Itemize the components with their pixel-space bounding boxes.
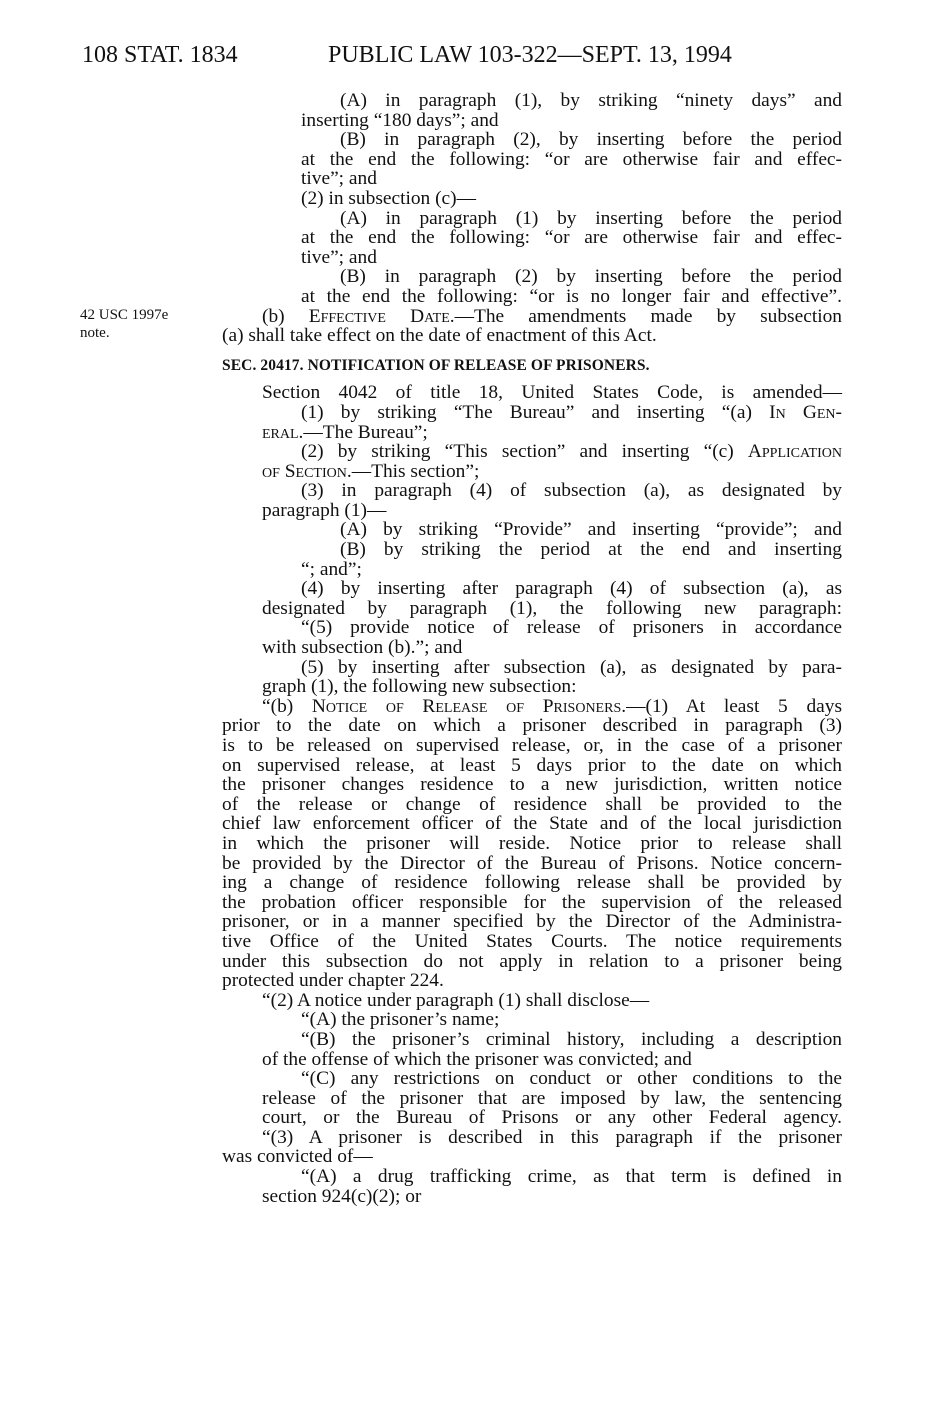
public-law-title: PUBLIC LAW 103-322—SEPT. 13, 1994 bbox=[328, 42, 732, 68]
text-line: court, or the Bureau of Prisons or any other Federal agency. bbox=[262, 1107, 842, 1129]
text-line: “(3) A prisoner is described in this paragraph if the prisoner bbox=[262, 1126, 842, 1148]
text-line: (A) in paragraph (1) by inserting before the period bbox=[340, 207, 842, 229]
text-line: prior to the date on which a prisoner described in paragraph (3) bbox=[222, 715, 842, 737]
page-header bbox=[0, 38, 945, 74]
text-line: tive Office of the United States Courts. The notice requirements bbox=[222, 930, 842, 952]
text-line: (A) by striking “Provide” and inserting “provide”; and bbox=[340, 519, 842, 541]
text-line: in which the prisoner will reside. Notice prior to release shall bbox=[222, 832, 842, 854]
text-line: (2) in subsection (c)— bbox=[301, 187, 477, 209]
subsection-effective-date bbox=[222, 307, 842, 327]
text-line: designated by paragraph (1), the following new paragraph: bbox=[262, 597, 842, 619]
text-line: (3) in paragraph (4) of subsection (a), as designated by bbox=[301, 480, 842, 502]
text-line: at the end the following: “or is no longer fair and effective”. bbox=[301, 285, 842, 307]
text-line: “; and”; bbox=[301, 558, 362, 580]
text-line: tive”; and bbox=[301, 246, 377, 268]
text-line: the probation officer responsible for the supervision of the released bbox=[222, 891, 842, 913]
margin-note bbox=[80, 306, 210, 342]
text-line: of the release or change of residence shall be provided to the bbox=[222, 793, 842, 815]
small-caps-fragment: of Section. bbox=[262, 460, 352, 482]
text-line: prisoner, or in a manner specified by the Director of the Administra- bbox=[222, 911, 842, 933]
text-line: (4) by inserting after paragraph (4) of subsection (a), as bbox=[301, 578, 842, 600]
text-line: paragraph (1)— bbox=[262, 499, 387, 521]
margin-note-citation: 42 USC 1997e bbox=[80, 307, 169, 323]
text-line: (A) in paragraph (1), by striking “ninety days” and bbox=[340, 90, 842, 111]
text-line: “(B) the prisoner’s criminal history, including a description bbox=[301, 1028, 842, 1050]
text-fragment: —This section”; bbox=[351, 460, 480, 482]
text-line: “(2) A notice under paragraph (1) shall disclose— bbox=[262, 989, 650, 1011]
text-line: on supervised release, at least 5 days prior to the date on which bbox=[222, 754, 842, 776]
text-line bbox=[222, 462, 842, 482]
text-line: (5) by inserting after subsection (a), as designated by para- bbox=[301, 656, 842, 678]
text-line: (a) shall take effect on the date of enactment of this Act. bbox=[222, 325, 657, 347]
text-line: (B) in paragraph (2), by inserting before the period bbox=[340, 129, 842, 151]
text-line: ing a change of residence following release shall be provided by bbox=[222, 872, 842, 894]
text-line: was convicted of— bbox=[222, 1146, 373, 1168]
text-line: “(5) provide notice of release of prisoners in accordance bbox=[301, 617, 842, 639]
text-line bbox=[222, 442, 842, 462]
text-line: “(C) any restrictions on conduct or other conditions to the bbox=[301, 1068, 842, 1090]
subsection-label: “(b) bbox=[262, 695, 312, 717]
text-line: release of the prisoner that are imposed by law, the sentencing bbox=[262, 1087, 842, 1109]
text-line: with subsection (b).”; and bbox=[262, 637, 463, 659]
text-line bbox=[222, 403, 842, 423]
statute-page-reference: 108 STAT. 1834 bbox=[82, 42, 238, 68]
subsection-text: —The amendments made by subsection bbox=[454, 305, 842, 327]
subsection-notice-of-release bbox=[222, 697, 842, 717]
text-line: under this subsection do not apply in relation to a prisoner being bbox=[222, 950, 842, 972]
small-caps-fragment: Application bbox=[747, 441, 842, 463]
text-line: the prisoner changes residence to a new jurisdiction, written notice bbox=[222, 774, 842, 796]
text-line: graph (1), the following new subsection: bbox=[262, 676, 577, 698]
section-heading: SEC. 20417. NOTIFICATION OF RELEASE OF PRISONERS. bbox=[222, 356, 650, 374]
small-caps-fragment: In Gen- bbox=[769, 401, 842, 423]
margin-note-label: note. bbox=[80, 325, 110, 341]
text-line: at the end the following: “or are otherwise fair and effec- bbox=[301, 227, 842, 249]
text-line: chief law enforcement officer of the State and of the local jurisdiction bbox=[222, 813, 842, 835]
subsection-heading: Notice of Release of Prisoners. bbox=[311, 695, 627, 717]
text-line: “(A) the prisoner’s name; bbox=[301, 1009, 500, 1031]
text-line: Section 4042 of title 18, United States Code, is amended— bbox=[262, 382, 842, 404]
text-line: of the offense of which the prisoner was convicted; and bbox=[262, 1048, 692, 1070]
text-line: at the end the following: “or are otherwise fair and effec- bbox=[301, 148, 842, 170]
text-line: protected under chapter 224. bbox=[222, 970, 444, 992]
text-fragment: (2) by striking “This section” and inserting “(c) bbox=[301, 441, 748, 463]
text-line: (B) by striking the period at the end and inserting bbox=[340, 539, 842, 561]
subsection-heading: Effective Date. bbox=[308, 305, 455, 327]
text-line: inserting “180 days”; and bbox=[301, 109, 499, 131]
text-line bbox=[222, 423, 842, 443]
text-line: be provided by the Director of the Bureau of Prisons. Notice concern- bbox=[222, 852, 842, 874]
text-fragment: (1) by striking “The Bureau” and inserting “(a) bbox=[301, 401, 770, 423]
text-fragment: —The Bureau”; bbox=[303, 421, 428, 443]
document-body bbox=[222, 91, 842, 1206]
text-line: (B) in paragraph (2) by inserting before the period bbox=[340, 266, 842, 288]
text-line: section 924(c)(2); or bbox=[262, 1185, 422, 1207]
small-caps-fragment: eral. bbox=[262, 421, 304, 443]
text-line: tive”; and bbox=[301, 168, 377, 190]
text-line: “(A) a drug trafficking crime, as that term is defined in bbox=[301, 1166, 842, 1188]
subsection-label: (b) bbox=[262, 305, 309, 327]
text-line: is to be released on supervised release, or, in the case of a prisoner bbox=[222, 735, 842, 756]
subsection-text: —(1) At least 5 days bbox=[626, 695, 842, 717]
